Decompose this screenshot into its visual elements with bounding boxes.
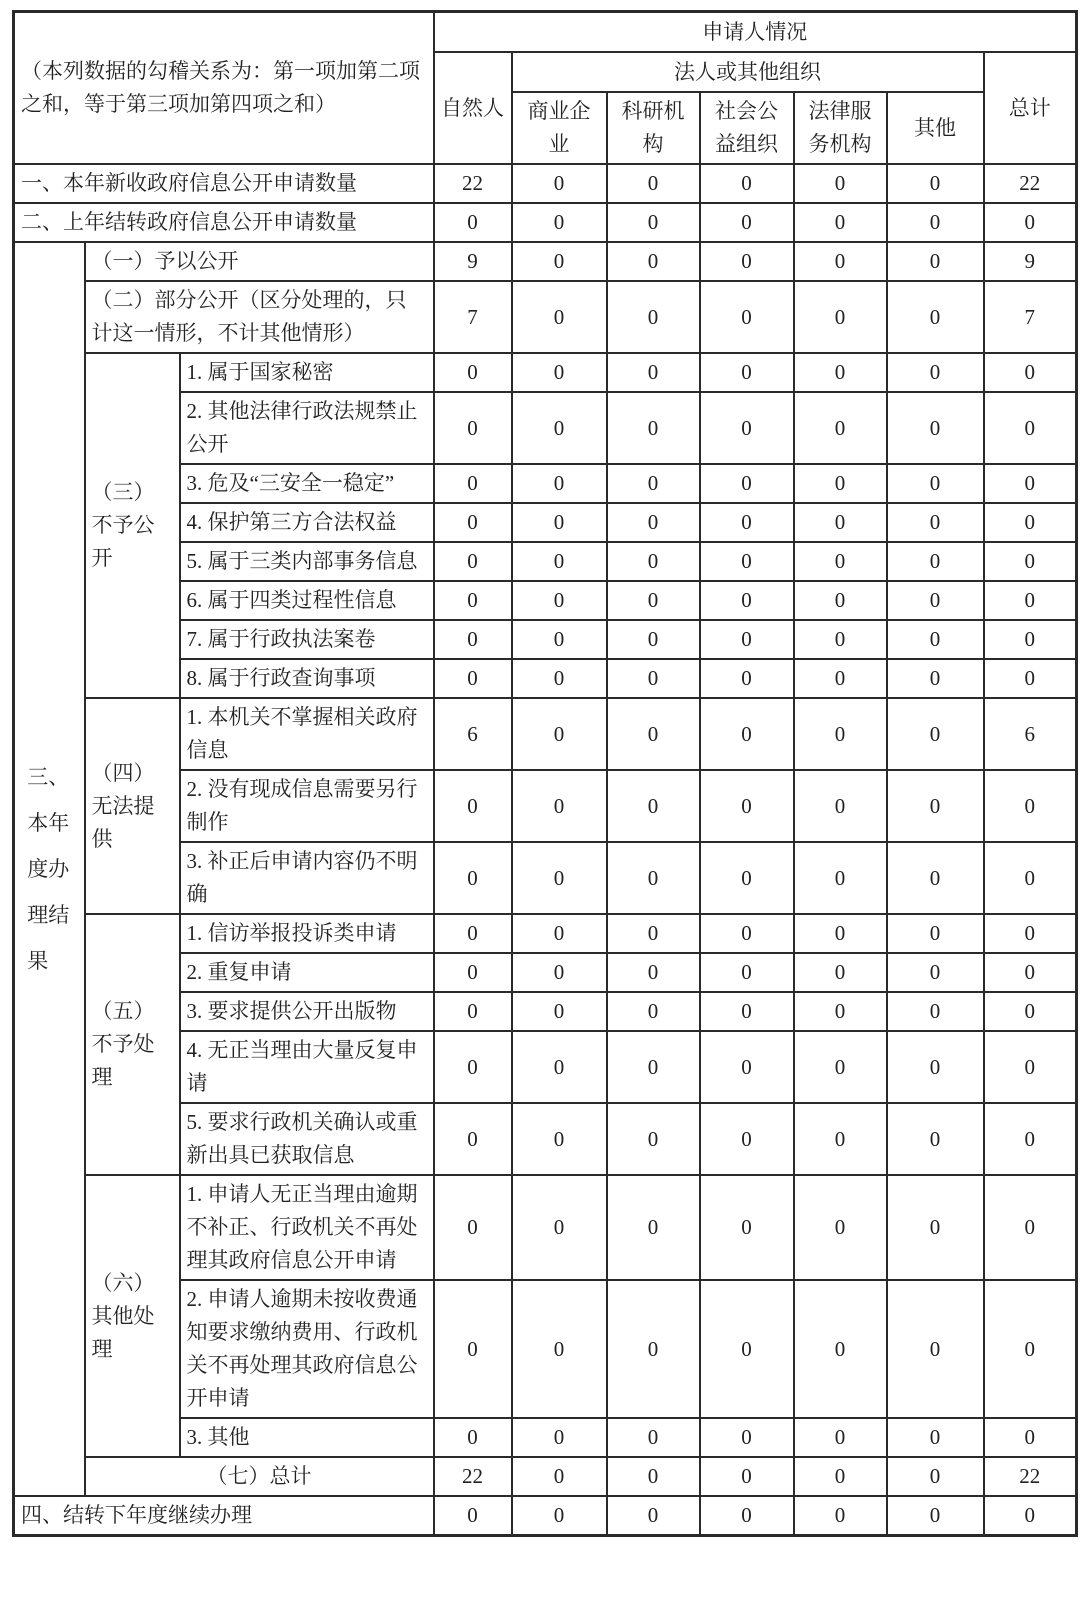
value-cell: 0 xyxy=(512,1418,607,1457)
row-label: 7. 属于行政执法案卷 xyxy=(180,620,434,659)
value-cell: 0 xyxy=(984,659,1077,698)
row-label: 2. 重复申请 xyxy=(180,953,434,992)
value-cell: 0 xyxy=(512,1031,607,1103)
row-label: 1. 信访举报投诉类申请 xyxy=(180,914,434,953)
header-org-type-business: 商业企业 xyxy=(512,92,607,164)
value-cell: 0 xyxy=(700,620,794,659)
row-label: （七）总计 xyxy=(85,1457,434,1496)
row-label: 2. 没有现成信息需要另行制作 xyxy=(180,770,434,842)
disclosure-requests-table xyxy=(12,10,1078,1537)
value-cell: 0 xyxy=(887,770,984,842)
row-label: 一、本年新收政府信息公开申请数量 xyxy=(14,164,434,203)
value-cell: 0 xyxy=(700,1457,794,1496)
value-cell: 0 xyxy=(434,581,512,620)
value-cell: 0 xyxy=(984,953,1077,992)
row-label: 二、上年结转政府信息公开申请数量 xyxy=(14,203,434,242)
value-cell: 0 xyxy=(700,1496,794,1536)
value-cell: 0 xyxy=(512,392,607,464)
value-cell: 0 xyxy=(607,1418,700,1457)
value-cell: 0 xyxy=(607,1457,700,1496)
value-cell: 0 xyxy=(607,392,700,464)
value-cell: 0 xyxy=(512,164,607,203)
value-cell: 0 xyxy=(700,542,794,581)
value-cell: 0 xyxy=(794,1103,887,1175)
value-cell: 0 xyxy=(887,620,984,659)
value-cell: 0 xyxy=(607,620,700,659)
value-cell: 0 xyxy=(794,1031,887,1103)
value-cell: 0 xyxy=(512,698,607,770)
value-cell: 0 xyxy=(700,1031,794,1103)
value-cell: 0 xyxy=(887,1496,984,1536)
value-cell: 0 xyxy=(984,464,1077,503)
value-cell: 0 xyxy=(887,1457,984,1496)
value-cell: 0 xyxy=(887,242,984,281)
value-cell: 0 xyxy=(794,542,887,581)
value-cell: 0 xyxy=(887,992,984,1031)
value-cell: 0 xyxy=(887,1103,984,1175)
value-cell: 0 xyxy=(512,281,607,353)
value-cell: 0 xyxy=(794,581,887,620)
value-cell: 0 xyxy=(984,503,1077,542)
value-cell: 0 xyxy=(512,353,607,392)
value-cell: 0 xyxy=(434,842,512,914)
section-label: 三、本年度办理结果 xyxy=(14,242,85,1496)
value-cell: 0 xyxy=(887,698,984,770)
header-total: 总计 xyxy=(984,52,1077,164)
value-cell: 0 xyxy=(700,242,794,281)
value-cell: 0 xyxy=(607,542,700,581)
value-cell: 0 xyxy=(794,1418,887,1457)
value-cell: 0 xyxy=(607,698,700,770)
value-cell: 0 xyxy=(700,1103,794,1175)
value-cell: 0 xyxy=(607,164,700,203)
value-cell: 0 xyxy=(434,1103,512,1175)
value-cell: 0 xyxy=(700,992,794,1031)
value-cell: 0 xyxy=(512,464,607,503)
header-org-type-research: 科研机构 xyxy=(607,92,700,164)
value-cell: 0 xyxy=(887,581,984,620)
corner-note: （本列数据的勾稽关系为：第一项加第二项之和，等于第三项加第四项之和） xyxy=(14,12,434,165)
row-label: 3. 危及“三安全一稳定” xyxy=(180,464,434,503)
value-cell: 0 xyxy=(794,203,887,242)
value-cell: 0 xyxy=(700,953,794,992)
value-cell: 0 xyxy=(794,698,887,770)
row-label: 4. 无正当理由大量反复申请 xyxy=(180,1031,434,1103)
value-cell: 0 xyxy=(607,659,700,698)
value-cell: 0 xyxy=(434,542,512,581)
value-cell: 0 xyxy=(887,1175,984,1280)
value-cell: 0 xyxy=(984,1418,1077,1457)
value-cell: 0 xyxy=(700,770,794,842)
value-cell: 0 xyxy=(794,503,887,542)
value-cell: 0 xyxy=(887,542,984,581)
value-cell: 0 xyxy=(607,1496,700,1536)
value-cell: 0 xyxy=(794,992,887,1031)
row-label: 2. 其他法律行政法规禁止公开 xyxy=(180,392,434,464)
value-cell: 22 xyxy=(984,1457,1077,1496)
value-cell: 0 xyxy=(700,164,794,203)
value-cell: 0 xyxy=(887,659,984,698)
value-cell: 6 xyxy=(984,698,1077,770)
header-org-type-legal-service: 法律服务机构 xyxy=(794,92,887,164)
value-cell: 0 xyxy=(794,953,887,992)
header-legal-org: 法人或其他组织 xyxy=(512,52,984,92)
header-natural-person: 自然人 xyxy=(434,52,512,164)
value-cell: 0 xyxy=(700,659,794,698)
value-cell: 0 xyxy=(434,770,512,842)
value-cell: 0 xyxy=(794,842,887,914)
row-label: （二）部分公开（区分处理的，只计这一情形，不计其他情形） xyxy=(85,281,434,353)
value-cell: 0 xyxy=(984,770,1077,842)
row-label: （一）予以公开 xyxy=(85,242,434,281)
value-cell: 0 xyxy=(984,842,1077,914)
row-label: 6. 属于四类过程性信息 xyxy=(180,581,434,620)
value-cell: 22 xyxy=(984,164,1077,203)
value-cell: 0 xyxy=(887,203,984,242)
value-cell: 0 xyxy=(887,503,984,542)
value-cell: 0 xyxy=(700,353,794,392)
value-cell: 0 xyxy=(607,1103,700,1175)
value-cell: 0 xyxy=(434,1418,512,1457)
value-cell: 0 xyxy=(700,842,794,914)
row-label: 3. 补正后申请内容仍不明确 xyxy=(180,842,434,914)
value-cell: 0 xyxy=(887,842,984,914)
value-cell: 0 xyxy=(794,620,887,659)
value-cell: 0 xyxy=(700,392,794,464)
row-label: 4. 保护第三方合法权益 xyxy=(180,503,434,542)
value-cell: 0 xyxy=(512,842,607,914)
row-label: 3. 要求提供公开出版物 xyxy=(180,992,434,1031)
value-cell: 0 xyxy=(887,914,984,953)
value-cell: 0 xyxy=(794,659,887,698)
value-cell: 0 xyxy=(607,953,700,992)
value-cell: 0 xyxy=(794,1280,887,1418)
value-cell: 0 xyxy=(607,1280,700,1418)
value-cell: 0 xyxy=(434,914,512,953)
value-cell: 0 xyxy=(512,914,607,953)
row-label: 四、结转下年度继续办理 xyxy=(14,1496,434,1536)
row-label: 5. 要求行政机关确认或重新出具已获取信息 xyxy=(180,1103,434,1175)
value-cell: 0 xyxy=(984,914,1077,953)
value-cell: 0 xyxy=(607,1031,700,1103)
group-label: （五）不予处理 xyxy=(85,914,180,1175)
value-cell: 0 xyxy=(794,770,887,842)
value-cell: 0 xyxy=(607,770,700,842)
value-cell: 0 xyxy=(887,1418,984,1457)
value-cell: 0 xyxy=(434,203,512,242)
group-label: （三）不予公开 xyxy=(85,353,180,698)
value-cell: 0 xyxy=(607,992,700,1031)
value-cell: 0 xyxy=(794,1496,887,1536)
value-cell: 0 xyxy=(434,1496,512,1536)
value-cell: 0 xyxy=(512,1103,607,1175)
value-cell: 0 xyxy=(887,281,984,353)
value-cell: 0 xyxy=(887,1280,984,1418)
value-cell: 0 xyxy=(434,1280,512,1418)
value-cell: 0 xyxy=(700,698,794,770)
value-cell: 0 xyxy=(984,203,1077,242)
value-cell: 0 xyxy=(887,953,984,992)
value-cell: 0 xyxy=(794,1457,887,1496)
value-cell: 0 xyxy=(700,503,794,542)
value-cell: 0 xyxy=(700,1280,794,1418)
header-org-type-public-welfare: 社会公益组织 xyxy=(700,92,794,164)
value-cell: 9 xyxy=(984,242,1077,281)
value-cell: 0 xyxy=(984,1496,1077,1536)
value-cell: 0 xyxy=(512,581,607,620)
value-cell: 0 xyxy=(512,203,607,242)
value-cell: 0 xyxy=(607,353,700,392)
value-cell: 0 xyxy=(700,1175,794,1280)
row-label: 1. 本机关不掌握相关政府信息 xyxy=(180,698,434,770)
group-label: （四）无法提供 xyxy=(85,698,180,914)
value-cell: 0 xyxy=(984,992,1077,1031)
value-cell: 0 xyxy=(984,1280,1077,1418)
value-cell: 0 xyxy=(434,992,512,1031)
value-cell: 0 xyxy=(984,620,1077,659)
value-cell: 0 xyxy=(700,914,794,953)
value-cell: 0 xyxy=(887,464,984,503)
value-cell: 0 xyxy=(434,503,512,542)
row-label: 1. 属于国家秘密 xyxy=(180,353,434,392)
value-cell: 0 xyxy=(984,392,1077,464)
header-applicant-situation: 申请人情况 xyxy=(434,12,1077,53)
value-cell: 0 xyxy=(512,242,607,281)
value-cell: 0 xyxy=(984,542,1077,581)
value-cell: 9 xyxy=(434,242,512,281)
value-cell: 22 xyxy=(434,1457,512,1496)
row-label: 1. 申请人无正当理由逾期不补正、行政机关不再处理其政府信息公开申请 xyxy=(180,1175,434,1280)
value-cell: 0 xyxy=(607,503,700,542)
value-cell: 0 xyxy=(512,542,607,581)
value-cell: 0 xyxy=(512,953,607,992)
value-cell: 0 xyxy=(887,353,984,392)
value-cell: 0 xyxy=(700,1418,794,1457)
value-cell: 0 xyxy=(607,914,700,953)
value-cell: 0 xyxy=(512,1457,607,1496)
value-cell: 0 xyxy=(434,659,512,698)
value-cell: 0 xyxy=(794,1175,887,1280)
value-cell: 22 xyxy=(434,164,512,203)
value-cell: 0 xyxy=(794,914,887,953)
value-cell: 0 xyxy=(512,503,607,542)
value-cell: 0 xyxy=(794,281,887,353)
value-cell: 0 xyxy=(512,1496,607,1536)
value-cell: 0 xyxy=(887,1031,984,1103)
value-cell: 0 xyxy=(794,164,887,203)
value-cell: 0 xyxy=(984,353,1077,392)
value-cell: 0 xyxy=(434,464,512,503)
value-cell: 0 xyxy=(794,353,887,392)
value-cell: 0 xyxy=(607,464,700,503)
value-cell: 0 xyxy=(434,1175,512,1280)
header-org-type-other: 其他 xyxy=(887,92,984,164)
value-cell: 0 xyxy=(512,992,607,1031)
value-cell: 0 xyxy=(700,203,794,242)
value-cell: 0 xyxy=(512,770,607,842)
value-cell: 0 xyxy=(512,620,607,659)
value-cell: 6 xyxy=(434,698,512,770)
value-cell: 0 xyxy=(434,353,512,392)
value-cell: 0 xyxy=(512,1175,607,1280)
value-cell: 0 xyxy=(607,242,700,281)
value-cell: 7 xyxy=(984,281,1077,353)
row-label: 2. 申请人逾期未按收费通知要求缴纳费用、行政机关不再处理其政府信息公开申请 xyxy=(180,1280,434,1418)
value-cell: 0 xyxy=(984,1031,1077,1103)
row-label: 3. 其他 xyxy=(180,1418,434,1457)
value-cell: 0 xyxy=(794,392,887,464)
row-label: 5. 属于三类内部事务信息 xyxy=(180,542,434,581)
value-cell: 0 xyxy=(607,581,700,620)
value-cell: 0 xyxy=(984,581,1077,620)
value-cell: 0 xyxy=(794,464,887,503)
value-cell: 0 xyxy=(984,1103,1077,1175)
value-cell: 0 xyxy=(434,1031,512,1103)
value-cell: 0 xyxy=(607,203,700,242)
group-label: （六）其他处理 xyxy=(85,1175,180,1457)
value-cell: 0 xyxy=(887,164,984,203)
value-cell: 0 xyxy=(700,464,794,503)
value-cell: 0 xyxy=(607,1175,700,1280)
value-cell: 0 xyxy=(607,842,700,914)
value-cell: 0 xyxy=(434,953,512,992)
value-cell: 7 xyxy=(434,281,512,353)
value-cell: 0 xyxy=(434,620,512,659)
value-cell: 0 xyxy=(607,281,700,353)
value-cell: 0 xyxy=(700,281,794,353)
value-cell: 0 xyxy=(794,242,887,281)
value-cell: 0 xyxy=(434,392,512,464)
value-cell: 0 xyxy=(512,1280,607,1418)
row-label: 8. 属于行政查询事项 xyxy=(180,659,434,698)
value-cell: 0 xyxy=(512,659,607,698)
value-cell: 0 xyxy=(700,581,794,620)
value-cell: 0 xyxy=(887,392,984,464)
value-cell: 0 xyxy=(984,1175,1077,1280)
